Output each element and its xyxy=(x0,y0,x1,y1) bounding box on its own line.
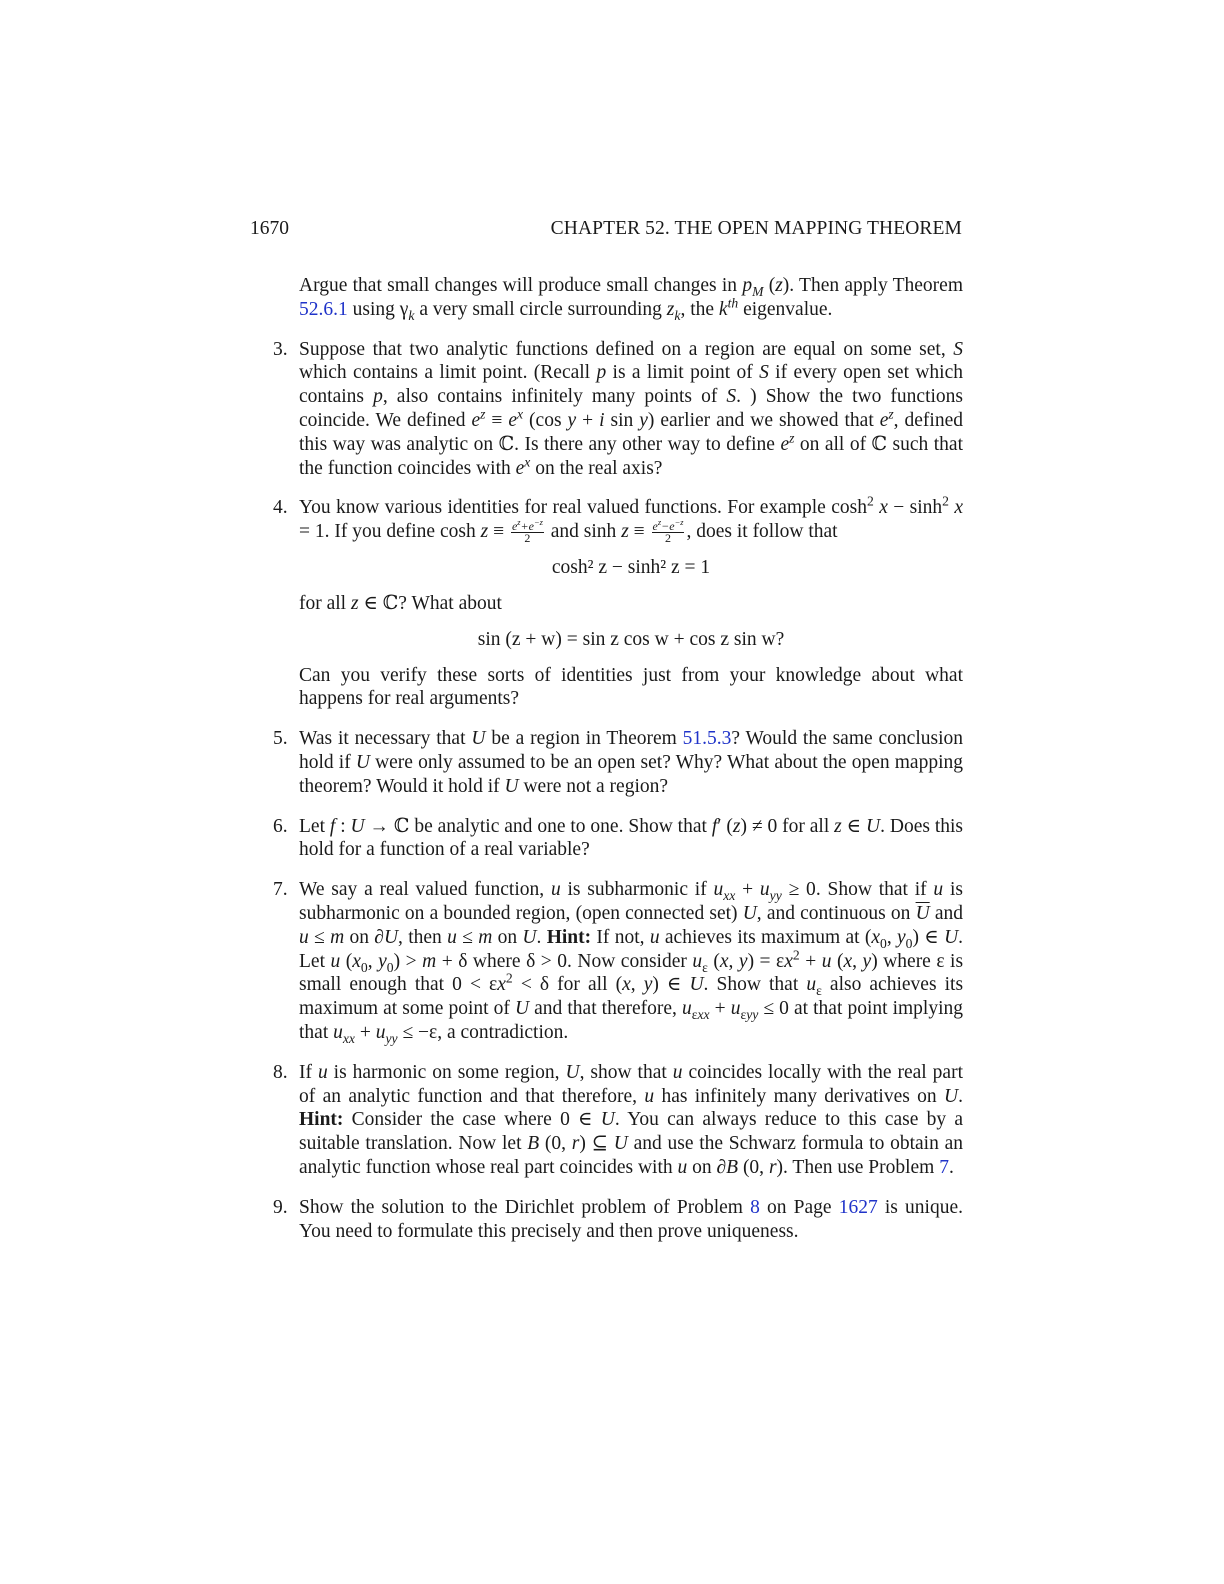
problem-9: 9. Show the solution to the Dirichlet problem of Problem 8 on Page 1627 is unique. You need to formulate this precisely and then prove uniqueness. xyxy=(273,1196,963,1242)
theorem-link[interactable]: 51.5.3 xyxy=(682,728,732,750)
problem-number: 9. xyxy=(273,1196,288,1218)
problem-6: 6. Let f : U → ℂ be analytic and one to one. Show that f′ (z) ≠ 0 for all z ∈ U. Does this hold for a function of a real variable? xyxy=(273,815,964,861)
page-number: 1670 xyxy=(250,218,289,239)
page-header xyxy=(250,218,962,244)
page-link[interactable]: 1627 xyxy=(838,1196,878,1218)
problem-4: 4. You know various identities for real valued functions. For example $\cosh^2 x - \sinh^2 x = 1$. If you define cosh z ≡ $\frac{e^z+e^{-z}}{2}$ and sinh z ≡ $\frac{e^z-e^{-z}}{2}$ , does it follow that cosh² z − sinh² z = 1 for all z ∈ ℂ? What about sin (z + w) = sin z cos w + cos z sin w? Can you verify these sorts of identities just from your knowledge about what happens for real arguments? xyxy=(273,493,963,710)
problem-number: 7. xyxy=(273,879,288,901)
chapter-title: CHAPTER 52. THE OPEN MAPPING THEOREM xyxy=(550,218,962,239)
problem-number: 8. xyxy=(273,1061,288,1083)
intro-paragraph: Argue that small changes will produce small changes in $p_M$ (z). Then apply Theorem 52.6.1 using $\gamma_k$ a very small circle surrounding $z_k$, the $k^{th}$ eigenvalue. xyxy=(299,275,963,323)
equation: sin (z + w) = sin z cos w + cos z sin w? xyxy=(477,628,785,650)
problem-link[interactable]: 8 xyxy=(750,1196,760,1218)
problem-5: 5. Was it necessary that U be a region in Theorem 51.5.3? Would the same conclusion hold if U were only assumed to be an open set? Why? What about the open mapping theorem? Would it hold if U were not a region? xyxy=(273,728,963,797)
problem-link[interactable]: 7 xyxy=(939,1156,949,1178)
page-body xyxy=(273,274,964,1243)
problem-7: 7. We say a real valued function, u is subharmonic if $u_{xx} + u_{yy} \ge 0$. Show that if u is subharmonic on a bounded region, (open connected set) U, and continuous on $\overline{U}$ and u ≤ m on ∂U, then u ≤ m on U. Hint: If not, u achieves its maximum at ($x_0$, $y_0$) ∈ U. Let u ($x_0$, $y_0) > m + \delta$ where δ > 0. Now consider $u_\varepsilon$ (x, $y) = \varepsilon x^2 + u$ (x, y) where ε is small enough that $0 < \varepsilon x^2 < \delta$ for all (x, y) ∈ U. Show that $u_\varepsilon$ also achieves its maximum at some point of U and that therefore, $u_{\varepsilon xx} + u_{\varepsilon yy} \le 0$ at that point implying that $u_{xx} + u_{yy} \le -\varepsilon$, a contradiction. xyxy=(273,879,964,1046)
problem-3: 3. Suppose that two analytic functions defined on a region are equal on some set, S which contains a limit point. (Recall p is a limit point of S if every open set which contains p, also contains infinitely many points of S. ) Show the two functions coincide. We defined $e^z \equiv e^x$ (cos y + i sin y) earlier and we showed that $e^z$, defined this way was analytic on ℂ. Is there any other way to define $e^z$ on all of ℂ such that the function coincides with $e^x$ on the real axis? xyxy=(273,338,964,479)
problem-number: 6. xyxy=(273,815,288,837)
problem-number: 5. xyxy=(273,728,288,750)
theorem-link[interactable]: 52.6.1 xyxy=(299,298,348,320)
problem-number: 4. xyxy=(273,497,288,519)
problem-number: 3. xyxy=(273,338,288,360)
problem-8: 8. If u is harmonic on some region, U, show that u coincides locally with the real part of an analytic function and that therefore, u has infinitely many derivatives on U. Hint: Consider the case where 0 ∈ U. You can always reduce to this case by a suitable translation. Now let B (0, r) ⊆ U and use the Schwarz formula to obtain an analytic function whose real part coincides with u on ∂B (0, r). Then use Problem 7. xyxy=(273,1061,963,1178)
equation: cosh² z − sinh² z = 1 xyxy=(551,557,711,579)
